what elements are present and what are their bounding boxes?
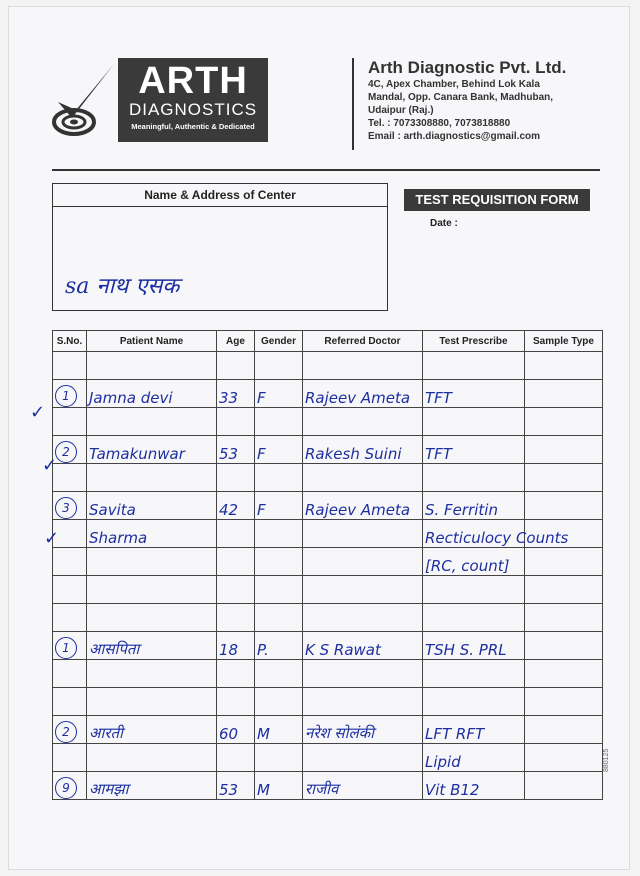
cell-referred-doctor: Rajeev Ameta (303, 380, 423, 408)
serial-circle: 1 (55, 385, 77, 407)
cell-referred-doctor (303, 352, 423, 380)
cell-test-prescribe: TSH S. PRL (423, 632, 525, 660)
header-rule (52, 169, 600, 171)
cell-test-prescribe: TFT (423, 436, 525, 464)
cell-sample-type (525, 492, 603, 520)
table-row (53, 352, 603, 380)
cell-patient-name: आरती (87, 716, 217, 744)
company-logo (52, 58, 272, 148)
cell-patient-name: Sharma (87, 520, 217, 548)
cell-age (217, 576, 255, 604)
logo-title: ARTH (138, 60, 248, 102)
serial-circle: 3 (55, 497, 77, 519)
cell-age: 60 (217, 716, 255, 744)
company-email: Email : arth.diagnostics@gmail.com (368, 131, 541, 142)
cell-patient-name (87, 576, 217, 604)
cell-age (217, 604, 255, 632)
cell-sno (53, 772, 87, 800)
cell-patient-name (87, 688, 217, 716)
table-row (53, 716, 603, 744)
cell-gender (255, 352, 303, 380)
logo-subtitle: DIAGNOSTICS (128, 100, 258, 119)
cell-sno (53, 716, 87, 744)
cell-patient-name: Jamna devi (87, 380, 217, 408)
cell-sample-type (525, 380, 603, 408)
cell-age: 42 (217, 492, 255, 520)
company-name: Arth Diagnostic Pvt. Ltd. (368, 58, 567, 77)
table-row (53, 660, 603, 688)
cell-test-prescribe (423, 688, 525, 716)
cell-patient-name: आमझा (87, 772, 217, 800)
center-heading: Name & Address of Center (53, 184, 387, 207)
cell-referred-doctor: राजीव (303, 772, 423, 800)
cell-sno (53, 380, 87, 408)
cell-sno (53, 492, 87, 520)
serial-circle: 2 (55, 441, 77, 463)
cell-sno (53, 660, 87, 688)
checkmark-icon: ✓ (30, 402, 46, 423)
requisition-table (52, 330, 603, 800)
serial-circle: 9 (55, 777, 77, 799)
cell-age (217, 744, 255, 772)
cell-age: 33 (217, 380, 255, 408)
cell-patient-name: Savita (87, 492, 217, 520)
cell-sample-type (525, 716, 603, 744)
cell-sample-type (525, 352, 603, 380)
cell-patient-name (87, 464, 217, 492)
company-address-line: Mandal, Opp. Canara Bank, Madhuban, (368, 92, 554, 103)
cell-referred-doctor (303, 548, 423, 576)
cell-referred-doctor (303, 744, 423, 772)
cell-age (217, 464, 255, 492)
cell-test-prescribe (423, 604, 525, 632)
cell-referred-doctor: K S Rawat (303, 632, 423, 660)
table-row (53, 772, 603, 800)
cell-test-prescribe (423, 408, 525, 436)
cell-gender: M (255, 716, 303, 744)
date-label: Date : (430, 218, 458, 229)
cell-gender (255, 744, 303, 772)
cell-gender (255, 576, 303, 604)
cell-patient-name: Tamakunwar (87, 436, 217, 464)
header-sample-type: Sample Type (525, 331, 603, 352)
cell-test-prescribe (423, 660, 525, 688)
cell-referred-doctor (303, 408, 423, 436)
cell-sample-type (525, 576, 603, 604)
form-title: TEST REQUISITION FORM (404, 189, 590, 211)
cell-referred-doctor (303, 660, 423, 688)
cell-gender (255, 604, 303, 632)
table-header-row (53, 331, 603, 352)
cell-gender (255, 688, 303, 716)
table-row (53, 744, 603, 772)
cell-sample-type (525, 408, 603, 436)
cell-test-prescribe (423, 352, 525, 380)
cell-age: 18 (217, 632, 255, 660)
table-row (53, 436, 603, 464)
cell-test-prescribe (423, 464, 525, 492)
cell-sample-type (525, 688, 603, 716)
cell-age: 53 (217, 772, 255, 800)
company-phone: Tel. : 7073308880, 7073818880 (368, 118, 511, 129)
header-gender: Gender (255, 331, 303, 352)
company-address-line: Udaipur (Raj.) (368, 105, 434, 116)
table-row (53, 520, 603, 548)
cell-sample-type (525, 632, 603, 660)
serial-circle: 1 (55, 637, 77, 659)
cell-sno (53, 464, 87, 492)
cell-age (217, 408, 255, 436)
cell-patient-name (87, 744, 217, 772)
table-body (53, 352, 603, 800)
table-row (53, 464, 603, 492)
cell-gender (255, 464, 303, 492)
cell-test-prescribe: Vit B12 (423, 772, 525, 800)
cell-sample-type (525, 548, 603, 576)
cell-age (217, 520, 255, 548)
form-serial-code: 880125 (603, 748, 610, 772)
cell-referred-doctor (303, 464, 423, 492)
cell-referred-doctor (303, 520, 423, 548)
cell-test-prescribe: [RC, count] (423, 548, 525, 576)
table-row (53, 408, 603, 436)
cell-gender (255, 660, 303, 688)
cell-age (217, 660, 255, 688)
header-test-prescribe: Test Prescribe (423, 331, 525, 352)
cell-referred-doctor (303, 688, 423, 716)
header-sno: S.No. (53, 331, 87, 352)
logo-badge (118, 58, 268, 142)
table-row (53, 604, 603, 632)
cell-age (217, 548, 255, 576)
cell-test-prescribe: LFT RFT (423, 716, 525, 744)
cell-sample-type (525, 464, 603, 492)
serial-circle: 2 (55, 721, 77, 743)
center-address-box (52, 183, 388, 311)
table-row (53, 380, 603, 408)
logo-tagline: Meaningful, Authentic & Dedicated (131, 122, 255, 131)
center-name-handwritten: sa नाथ एसक (65, 274, 180, 299)
cell-sample-type (525, 772, 603, 800)
company-info (368, 58, 618, 143)
table-row (53, 492, 603, 520)
cell-referred-doctor (303, 604, 423, 632)
cell-sample-type (525, 436, 603, 464)
cell-referred-doctor: नरेश सोलंकी (303, 716, 423, 744)
cell-test-prescribe: Recticulocy Counts (423, 520, 525, 548)
cell-patient-name (87, 660, 217, 688)
table-row (53, 548, 603, 576)
cell-sno (53, 632, 87, 660)
cell-sample-type (525, 604, 603, 632)
cell-referred-doctor: Rajeev Ameta (303, 492, 423, 520)
cell-sno (53, 604, 87, 632)
cell-patient-name (87, 408, 217, 436)
cell-test-prescribe (423, 576, 525, 604)
cell-sno (53, 436, 87, 464)
cell-sno (53, 352, 87, 380)
cell-patient-name (87, 548, 217, 576)
cell-gender: M (255, 772, 303, 800)
cell-gender: F (255, 492, 303, 520)
cell-sno (53, 688, 87, 716)
cell-sample-type (525, 660, 603, 688)
cell-age (217, 352, 255, 380)
header-referred-doctor: Referred Doctor (303, 331, 423, 352)
table-row (53, 632, 603, 660)
cell-test-prescribe: S. Ferritin (423, 492, 525, 520)
checkmark-icon: ✓ (42, 455, 58, 476)
cell-gender: F (255, 380, 303, 408)
header-age: Age (217, 331, 255, 352)
cell-sno (53, 548, 87, 576)
cell-patient-name: आसपिता (87, 632, 217, 660)
target-check-icon (52, 58, 120, 144)
cell-gender (255, 548, 303, 576)
header-divider (352, 58, 354, 150)
cell-gender: P. (255, 632, 303, 660)
table-row (53, 576, 603, 604)
cell-gender (255, 520, 303, 548)
company-address-line: 4C, Apex Chamber, Behind Lok Kala (368, 79, 540, 90)
cell-test-prescribe: Lipid (423, 744, 525, 772)
cell-sno (53, 408, 87, 436)
cell-patient-name (87, 604, 217, 632)
cell-test-prescribe: TFT (423, 380, 525, 408)
table-row (53, 688, 603, 716)
cell-sno (53, 744, 87, 772)
cell-referred-doctor: Rakesh Suini (303, 436, 423, 464)
cell-gender (255, 408, 303, 436)
cell-gender: F (255, 436, 303, 464)
cell-referred-doctor (303, 576, 423, 604)
cell-patient-name (87, 352, 217, 380)
cell-sno (53, 576, 87, 604)
cell-age: 53 (217, 436, 255, 464)
checkmark-icon: ✓ (44, 528, 60, 549)
cell-sample-type (525, 744, 603, 772)
header-patient-name: Patient Name (87, 331, 217, 352)
cell-age (217, 688, 255, 716)
